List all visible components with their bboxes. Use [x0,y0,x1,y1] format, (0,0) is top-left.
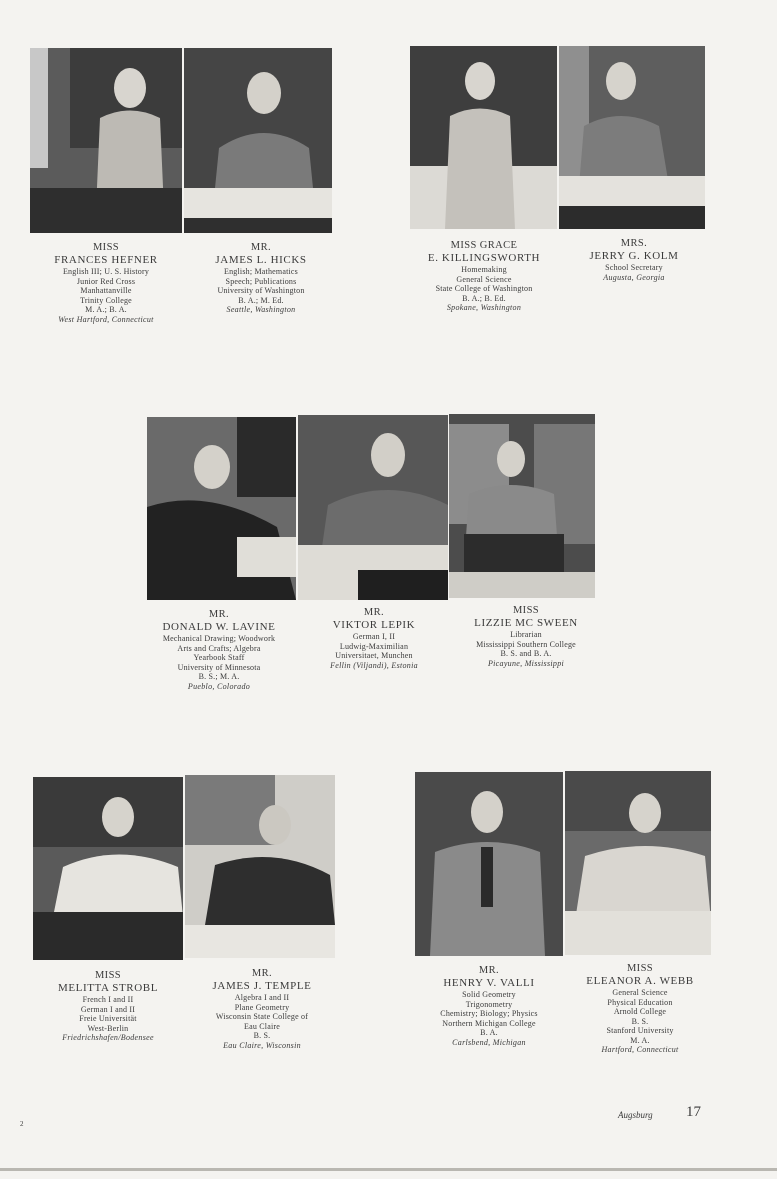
hometown: West Hartford, Connecticut [58,314,154,324]
caption-viktor-lepik [289,607,459,670]
detail-line: University of Minnesota [177,662,261,672]
hometown: Fellin (Viljandi), Estonia [330,660,418,670]
photo-viktor-lepik [298,415,448,600]
caption-eleanor-webb [555,963,725,1054]
detail-line: Freie Universität [79,1014,137,1024]
detail-line: Trinity College [80,295,132,305]
teacher-name: MELITTA STROBL [57,982,159,995]
detail-line: State College of Washington [435,284,533,294]
detail-line: B. A.; M. Ed. [238,295,284,305]
detail-line: West-Berlin [87,1023,129,1033]
photo-eleanor-webb [565,771,711,955]
detail-line: Mississippi Southern College [476,639,576,649]
detail-line: Trigonometry [465,999,513,1009]
detail-line: English; Mathematics [224,267,298,277]
photo-jerry-kolm [559,46,705,229]
teacher-name: DONALD W. LAVINE [162,621,276,634]
hometown: Eau Claire, Wisconsin [223,1040,301,1050]
honorific: MISS [626,963,654,974]
honorific: MISS [94,970,122,981]
hometown: Spokane, Washington [446,303,522,313]
photo-melitta-strobl [33,777,183,960]
detail-line: Arnold College [613,1007,667,1017]
honorific: MR. [208,609,230,620]
teacher-name: JAMES J. TEMPLE [212,980,312,993]
hometown: Friedrichshafen/Bodensee [62,1033,154,1043]
photo-lizzie-mcsween [449,414,595,598]
honorific: MISS [92,242,120,253]
footer-school-name: Augsburg [618,1110,653,1120]
page-number: 17 [686,1104,701,1120]
detail-line: Solid Geometry [462,990,516,1000]
detail-line: Librarian [510,630,542,640]
photo-frances-hefner [30,48,182,233]
detail-line: Stanford University [606,1026,674,1036]
detail-line: Junior Red Cross [76,276,136,286]
teacher-name: FRANCES HEFNER [54,254,158,267]
teacher-name: E. KILLINGSWORTH [427,252,541,265]
hometown: Pueblo, Colorado [187,681,251,691]
photo-james-temple [185,775,335,958]
teacher-name: JERRY G. KOLM [589,250,679,263]
teacher-name: ELEANOR A. WEBB [586,975,694,988]
honorific: MR. [251,968,273,979]
honorific: MISS GRACE [450,240,518,251]
detail-line: Yearbook Staff [193,653,245,663]
detail-line: B. A. [480,1028,498,1038]
caption-james-hicks [176,242,346,315]
hometown: Seattle, Washington [226,305,296,315]
photo-henry-valli [415,772,563,956]
caption-frances-hefner [21,242,191,324]
caption-henry-valli [404,965,574,1047]
detail-line: B. S. and B. A. [500,649,552,659]
honorific: MR. [250,242,272,253]
teacher-name: VIKTOR LEPIK [332,619,416,632]
honorific: MR. [363,607,385,618]
detail-line: School Secretary [605,263,663,273]
page-edge [0,1168,777,1171]
photo-james-hicks [184,48,332,233]
detail-line: German I and II [80,1004,136,1014]
caption-james-temple [177,968,347,1050]
detail-line: General Science [612,988,668,998]
hometown: Hartford, Connecticut [601,1044,679,1054]
detail-line: Northern Michigan College [442,1018,536,1028]
detail-line: English III; U. S. History [62,267,150,277]
detail-line: Mechanical Drawing; Woodwork [162,634,276,644]
honorific: MISS [512,605,540,616]
detail-line: B. A.; B. Ed. [462,293,506,303]
detail-line: M. A.; B. A. [85,305,127,315]
detail-line: Speech; Publications [225,276,297,286]
detail-line: University of Washington [217,286,305,296]
photo-grace-killingsworth [410,46,557,229]
caption-donald-lavine [134,609,304,691]
teacher-name: HENRY V. VALLI [443,977,535,990]
hometown: Carlsbend, Michigan [452,1037,526,1047]
detail-line: B. S.; M. A. [198,672,240,682]
detail-line: Homemaking [461,265,507,275]
teacher-name: JAMES L. HICKS [215,254,307,267]
detail-line: Universitaet, Munchen [335,651,413,661]
detail-line: Physical Education [607,997,673,1007]
caption-lizzie-mcsween [441,605,611,668]
hometown: Picayune, Mississippi [487,658,565,668]
caption-grace-killingsworth [399,240,569,313]
detail-line: Plane Geometry [234,1002,290,1012]
honorific: MR. [478,965,500,976]
detail-line: Wisconsin State College of [215,1012,309,1022]
hometown: Augusta, Georgia [603,272,665,282]
caption-melitta-strobl [23,970,193,1043]
detail-line: B. S. [253,1031,271,1041]
detail-line: Manhattanville [80,286,132,296]
detail-line: Ludwig-Maximilian [339,641,409,651]
photo-donald-lavine [147,417,296,600]
honorific: MRS. [620,238,648,249]
footer-mark: 2 [20,1120,24,1128]
detail-line: M. A. [630,1035,650,1045]
detail-line: French I and II [82,995,134,1005]
detail-line: Arts and Crafts; Algebra [177,643,261,653]
detail-line: B. S. [631,1016,649,1026]
teacher-name: LIZZIE MC SWEEN [474,617,578,630]
detail-line: General Science [456,274,512,284]
detail-line: Algebra I and II [234,993,290,1003]
detail-line: Chemistry; Biology; Physics [440,1009,538,1019]
detail-line: Eau Claire [244,1021,280,1031]
caption-jerry-kolm [549,238,719,282]
detail-line: German I, II [352,632,396,642]
